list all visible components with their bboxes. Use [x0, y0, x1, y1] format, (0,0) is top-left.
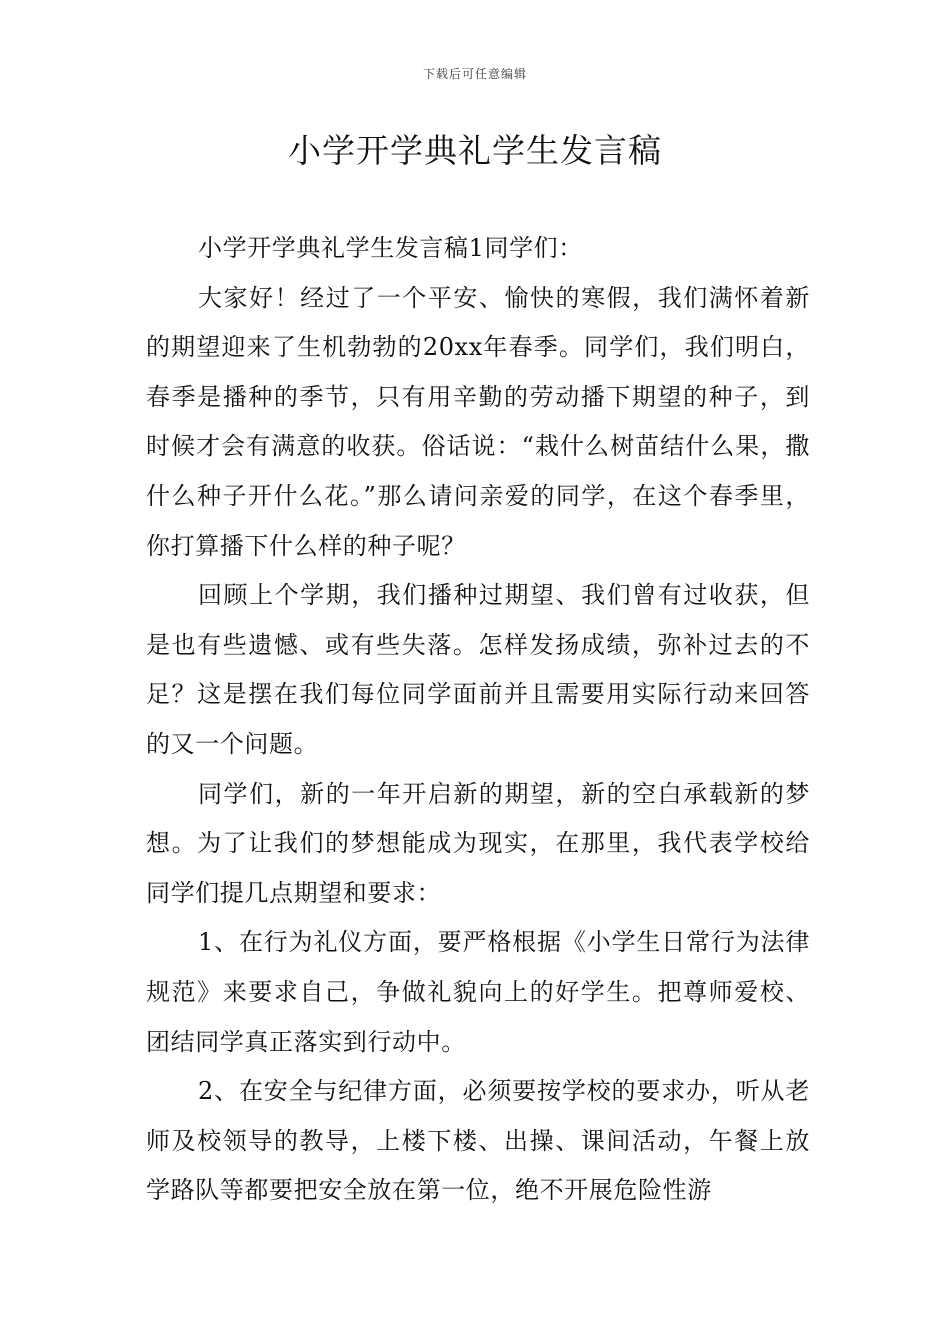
paragraph-item-1: 1、在行为礼仪方面，要严格根据《小学生日常行为法律规范》来要求自己，争做礼貌向上的好学生。把尊师爱校、团结同学真正落实到行动中。 [146, 928, 810, 1056]
paragraph-opening: 大家好！经过了一个平安、愉快的寒假，我们满怀着新的期望迎来了生机勃勃的20xx年春季。同学们，我们明白，春季是播种的季节，只有用辛勤的劳动播下期望的种子，到时候才会有满意的收获。俗话说：“栽什么树苗结什么果，撒什么种子开什么花。”那么请问亲爱的同学，在这个春季里，你打算播下什么样的种子呢？ [146, 283, 810, 560]
page-header-note: 下载后可任意编辑 [422, 67, 527, 81]
paragraph-review: 回顾上个学期，我们播种过期望、我们曾有过收获，但是也有些遗憾、或有些失落。怎样发扬成绩，弥补过去的不足？这是摆在我们每位同学面前并且需要用实际行动来回答的又一个问题。 [146, 581, 810, 758]
paragraph-greeting: 小学开学典礼学生发言稿1同学们： [198, 234, 583, 262]
document-body [146, 224, 810, 1216]
paragraph-expectations: 同学们，新的一年开启新的期望，新的空白承载新的梦想。为了让我们的梦想能成为现实，在那里，我代表学校给同学们提几点期望和要求： [146, 779, 810, 907]
document-title: 小学开学典礼学生发言稿 [288, 131, 662, 170]
paragraph-item-2: 2、在安全与纪律方面，必须要按学校的要求办，听从老师及校领导的教导，上楼下楼、出操、课间活动，午餐上放学路队等都要把安全放在第一位，绝不开展危险性游 [146, 1077, 810, 1205]
